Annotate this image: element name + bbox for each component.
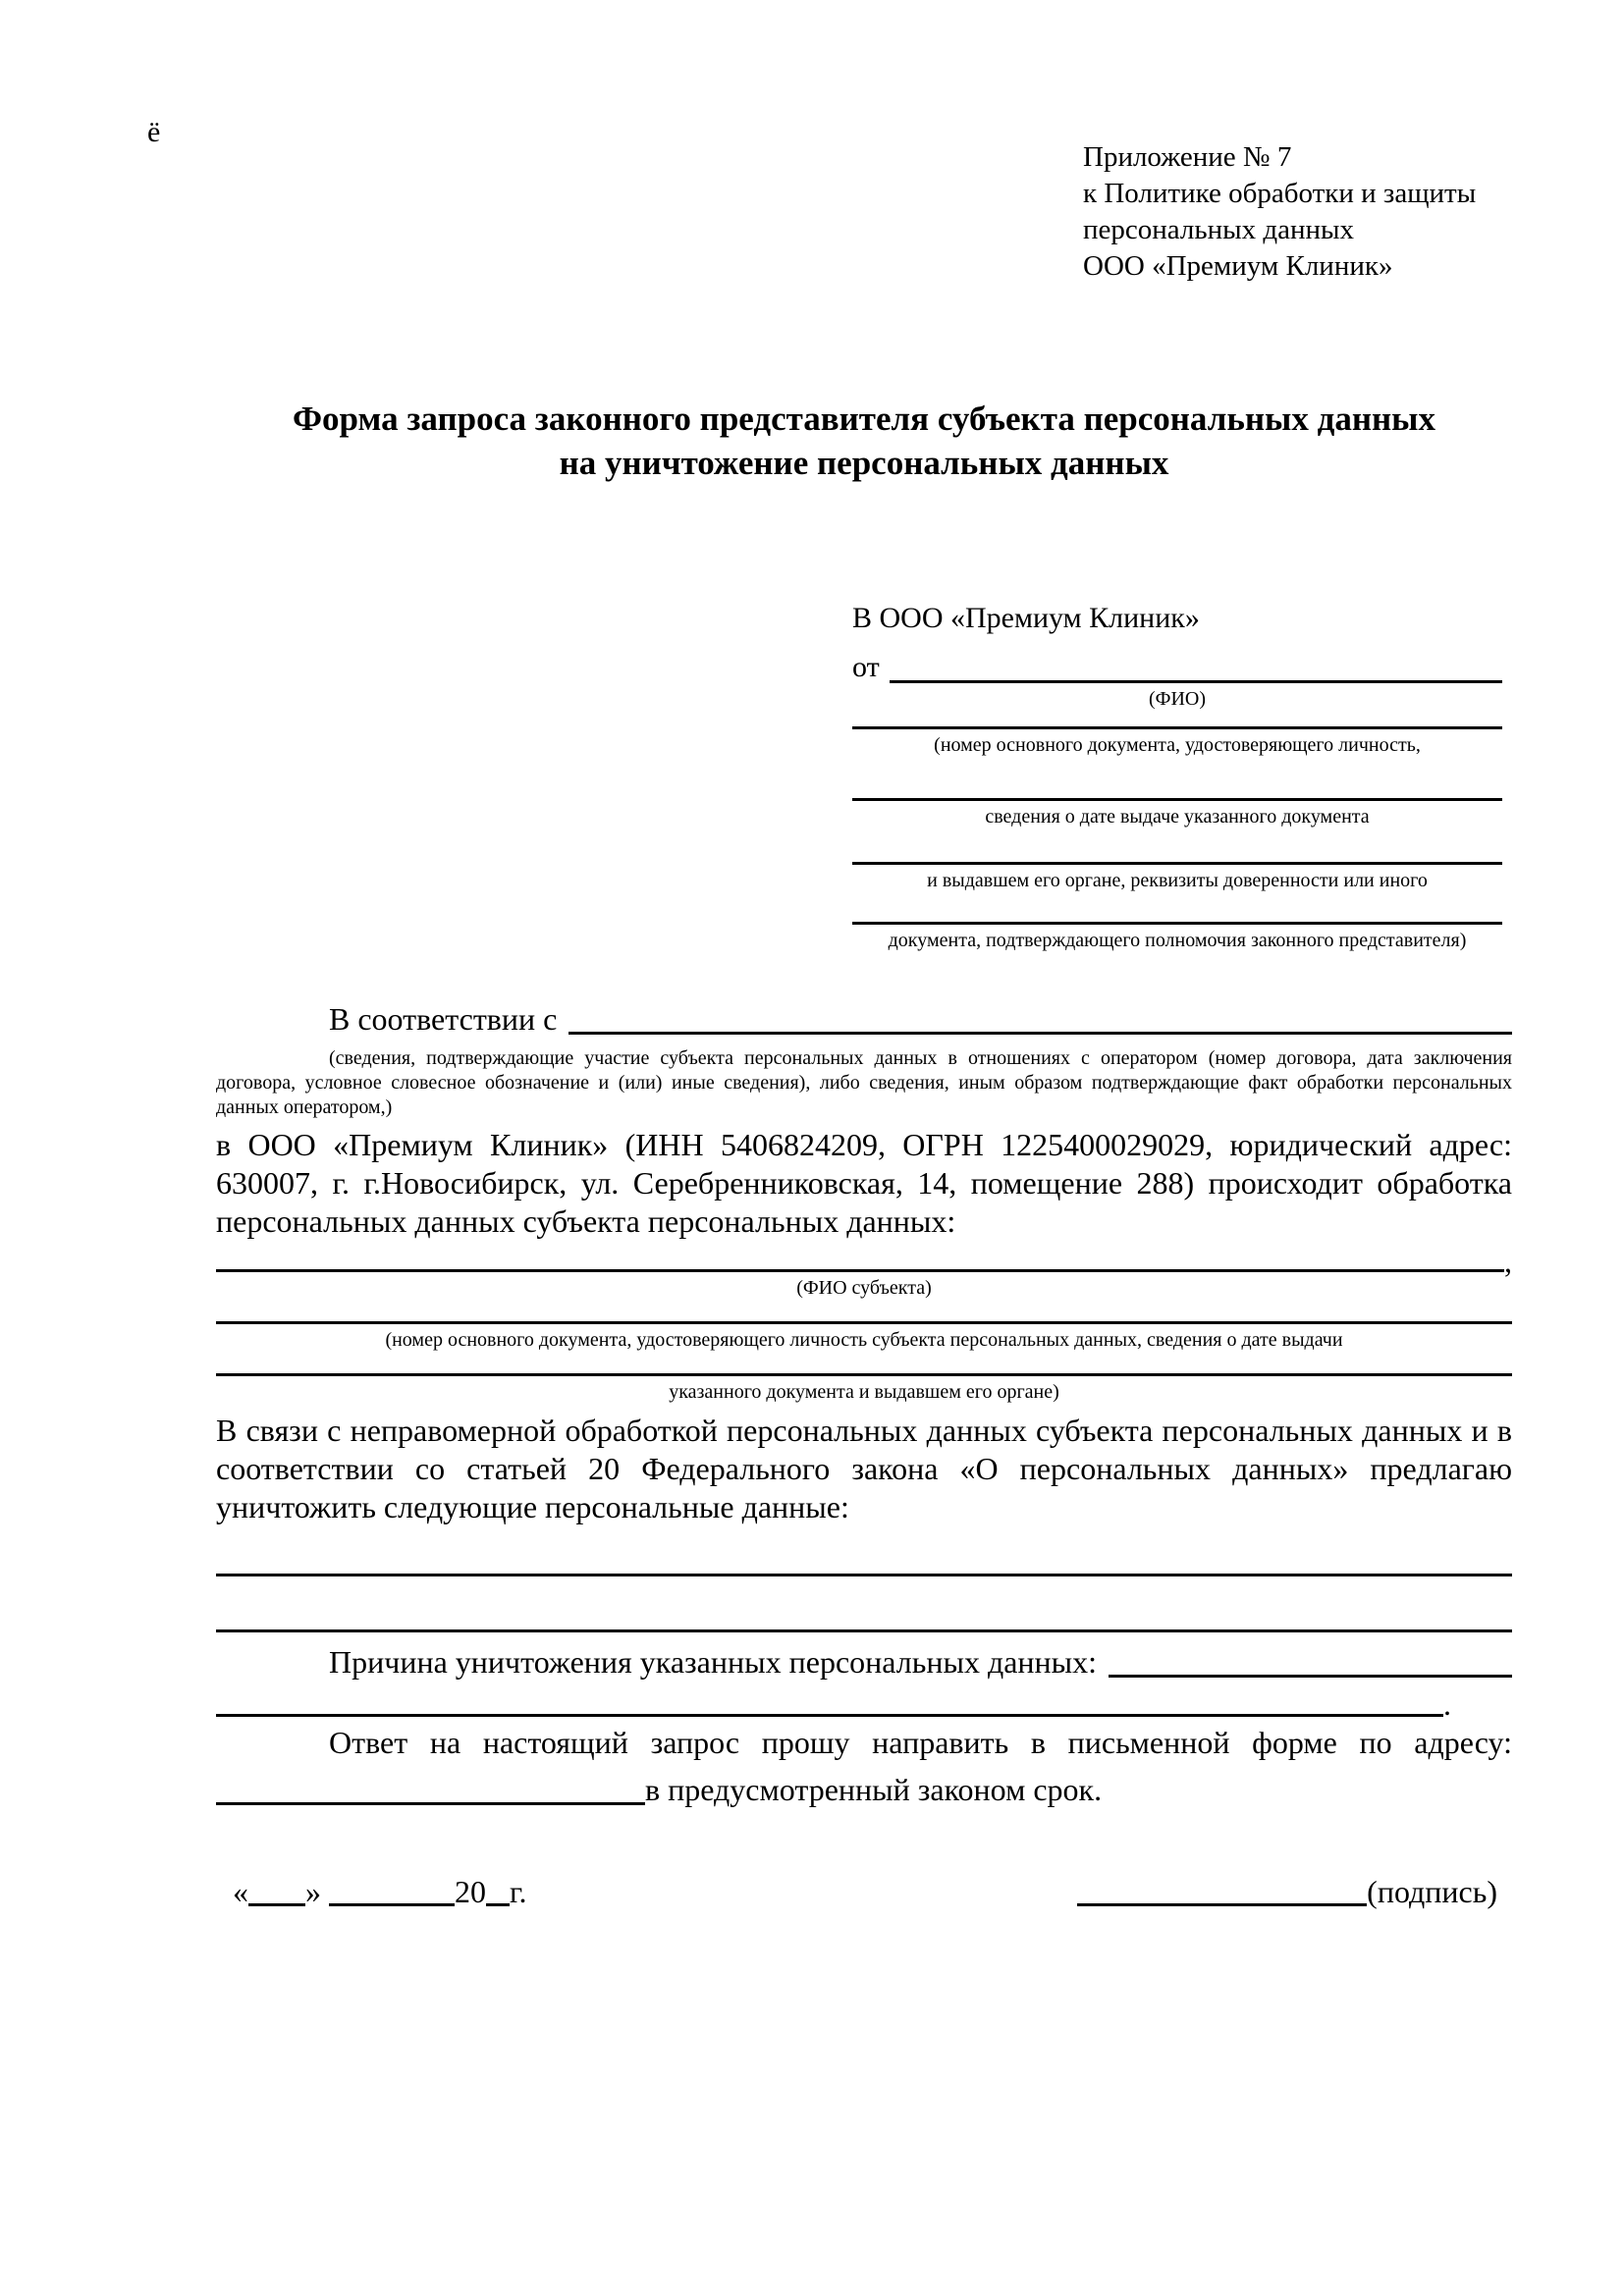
subject-doc-blank-line: (номер основного документа, удостоверяющего личность субъекта персональных данных, сведения о дате выдачи — [216, 1321, 1512, 1352]
form-title-line-2: на уничтожение персональных данных — [559, 444, 1169, 482]
reply-address-row — [216, 1766, 1512, 1809]
quote-open: « — [233, 1874, 248, 1909]
form-title-line-1: Форма запроса законного представителя субъекта персональных данных — [293, 400, 1435, 438]
appendix-block — [1083, 139, 1520, 285]
appendix-line: персональных данных — [1083, 214, 1355, 245]
reason-blank-line-2 — [216, 1683, 1443, 1717]
rep-doc-blank-line: и выдавшем его органе, реквизиты доверенности или иного — [852, 862, 1502, 892]
signature-field — [1077, 1874, 1497, 1910]
rep-doc-blank-line: документа, подтверждающего полномочия законного представителя) — [852, 922, 1502, 952]
signature-caption: (подпись) — [1367, 1874, 1497, 1909]
quote-close: » — [305, 1874, 321, 1909]
subject-doc-blank-line: указанного документа и выдавшем его органе) — [216, 1373, 1512, 1404]
data-blank-line — [216, 1629, 1512, 1632]
data-blank-line — [216, 1574, 1512, 1576]
subject-fio-comma: , — [1504, 1244, 1512, 1279]
signature-row — [216, 1874, 1497, 1910]
destroy-paragraph: В связи с неправомерной обработкой персональных данных субъекта персональных данных и в соответствии со статьей 20 Федерального закона «О персональных данных» предлагаю уничтожить следующие персональные данные: — [216, 1413, 1512, 1524]
accordance-note: (сведения, подтверждающие участие субъекта персональных данных в отношениях с оператором (номер договора, дата заключения договора, условное словесное обозначение и (или) иные сведения), либо сведения, иным образом подтверждающие факт обработки персональных данных оператором,) — [216, 1047, 1512, 1118]
accordance-blank-line — [568, 995, 1512, 1035]
year-prefix: 20 — [455, 1874, 486, 1909]
reason-blank-line — [1109, 1638, 1512, 1678]
month-blank-line — [329, 1903, 455, 1906]
reason-row — [329, 1638, 1512, 1682]
signature-blank-line — [1077, 1903, 1367, 1906]
addressee-block — [852, 597, 1502, 952]
from-row — [852, 640, 1502, 687]
day-blank-line — [248, 1903, 305, 1906]
form-title — [216, 397, 1512, 485]
rep-doc-blank-line: (номер основного документа, удостоверяющего личность, — [852, 726, 1502, 757]
rep-doc-blank-line: сведения о дате выдаче указанного документа — [852, 798, 1502, 828]
subject-fio-blank-line — [216, 1243, 1504, 1272]
reply-address-blank-line — [216, 1766, 645, 1805]
reply-tail-text: в предусмотренный законом срок. — [645, 1772, 1103, 1807]
appendix-line: Приложение № 7 — [1083, 141, 1292, 173]
accordance-row — [329, 995, 1512, 1039]
stray-char: ё — [147, 116, 161, 148]
from-label: от — [852, 651, 880, 683]
date-field — [233, 1874, 527, 1910]
subject-fio-caption: (ФИО субъекта) — [796, 1277, 932, 1299]
year-blank-line — [486, 1903, 510, 1906]
subject-fio-row — [216, 1243, 1512, 1279]
from-blank-line — [890, 640, 1502, 683]
reason-period: . — [1443, 1686, 1451, 1722]
appendix-line: ООО «Премиум Клиник» — [1083, 250, 1393, 282]
reason-continuation-row — [216, 1683, 1451, 1721]
fio-caption: (ФИО) — [1148, 688, 1206, 710]
accordance-label: В соответствии с — [329, 1001, 558, 1037]
appendix-line: к Политике обработки и защиты — [1083, 178, 1477, 209]
operator-paragraph: в ООО «Премиум Клиник» (ИНН 5406824209, ОГРН 1225400029029, юридический адрес: 630007, г. г.Новосибирск, ул. Серебренниковская, 14, помещение 288) происходит обработка персональных данных субъекта персональных данных: — [216, 1127, 1512, 1239]
addressee-to: В ООО «Премиум Клиник» — [852, 602, 1200, 634]
year-suffix: г. — [510, 1874, 527, 1909]
reason-label: Причина уничтожения указанных персональных данных: — [329, 1644, 1098, 1680]
reply-paragraph: Ответ на настоящий запрос прошу направить в письменной форме по адресу: — [329, 1725, 1512, 1760]
